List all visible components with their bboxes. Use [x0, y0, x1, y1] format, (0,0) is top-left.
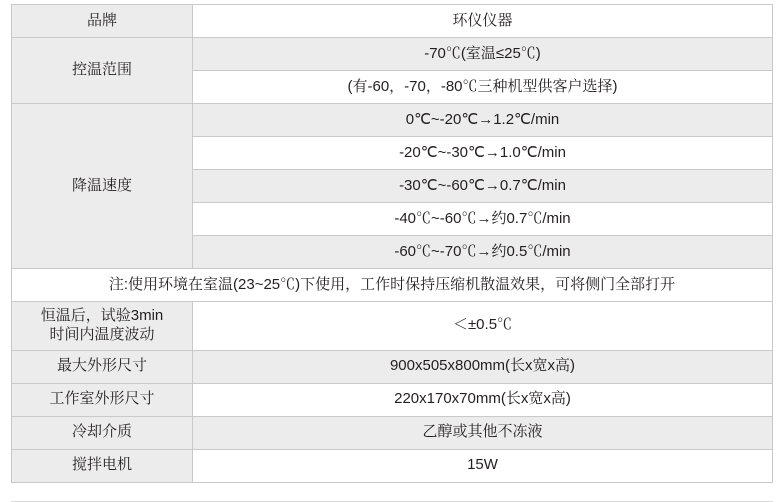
table-row [12, 104, 773, 137]
table-row [12, 5, 773, 38]
table-row [12, 38, 773, 71]
usage-note: 注:使用环境在室温(23~25℃)下使用，工作时保持压缩机散温效果，可将侧门全部打开 [12, 269, 773, 302]
table-row [12, 449, 773, 482]
row-label-cooling-rate: 降温速度 [12, 104, 193, 269]
row-value-cooling-rate-4: -40℃~-60℃→约0.7℃/min [193, 203, 773, 236]
row-label-temp-fluctuation [12, 302, 193, 351]
table-row [12, 383, 773, 416]
row-value-temp-control-range-1: -70℃(室温≤25℃) [193, 38, 773, 71]
row-value-temp-fluctuation: ＜±0.5℃ [193, 302, 773, 351]
row-label-temp-control-range: 控温范围 [12, 38, 193, 104]
table-row [12, 350, 773, 383]
row-value-brand: 环仪仪器 [193, 5, 773, 38]
row-label-stirring-motor: 搅拌电机 [12, 449, 193, 482]
bottom-divider [11, 501, 773, 502]
row-value-work-chamber-dimension: 220x170x70mm(长x宽x高) [193, 383, 773, 416]
row-value-temp-control-range-2: (有-60，-70，-80℃三种机型供客户选择) [193, 71, 773, 104]
row-label-temp-fluctuation-line1: 恒温后，试验3min [40, 307, 164, 324]
table-row [12, 302, 773, 351]
row-label-temp-fluctuation-line2: 时间内温度波动 [49, 325, 155, 343]
row-value-cooling-rate-3: -30℃~-60℃→0.7℃/min [193, 170, 773, 203]
row-value-stirring-motor: 15W [193, 449, 773, 482]
row-value-cooling-medium: 乙醇或其他不冻液 [193, 416, 773, 449]
table-row [12, 269, 773, 302]
row-value-cooling-rate-2: -20℃~-30℃→1.0℃/min [193, 137, 773, 170]
row-value-cooling-rate-5: -60℃~-70℃→约0.5℃/min [193, 236, 773, 269]
row-value-max-outer-dimension: 900x505x800mm(长x宽x高) [193, 350, 773, 383]
row-label-brand: 品牌 [12, 5, 193, 38]
table-row [12, 416, 773, 449]
row-label-max-outer-dimension: 最大外形尺寸 [12, 350, 193, 383]
row-label-cooling-medium: 冷却介质 [12, 416, 193, 449]
row-value-cooling-rate-1: 0℃~-20℃→1.2℃/min [193, 104, 773, 137]
row-label-work-chamber-dimension: 工作室外形尺寸 [12, 383, 193, 416]
specification-table [11, 4, 773, 483]
